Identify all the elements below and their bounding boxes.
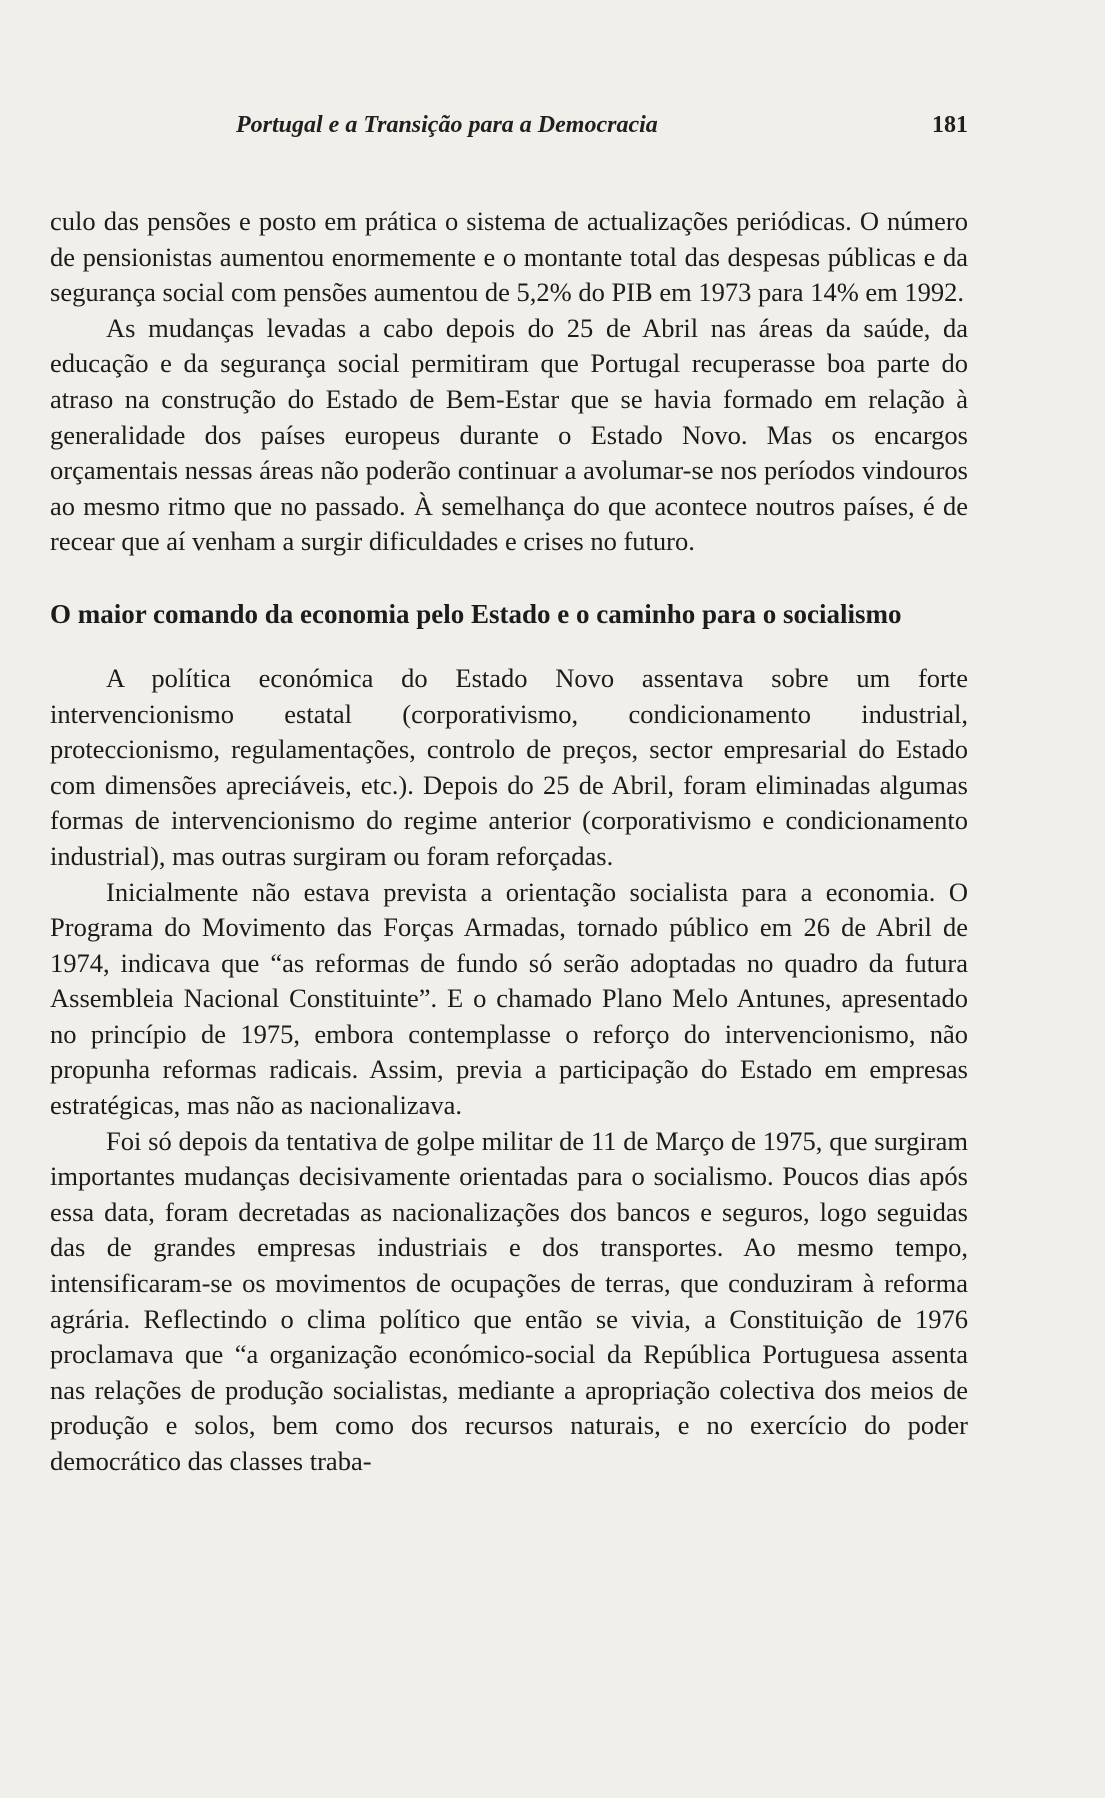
paragraph: culo das pensões e posto em prática o sistema de actualizações periódicas. O número de pensionistas aumentou enormemente e o montante total das despesas públicas e da segurança social com pensões aumentou de 5,2% do PIB em 1973 para 14% em 1992. (50, 206, 968, 308)
body-text (50, 204, 968, 1480)
paragraph: As mudanças levadas a cabo depois do 25 de Abril nas áreas da saúde, da educação e da segurança social permitiram que Portugal recuperasse boa parte do atraso na construção do Estado de Bem-Estar que se havia formado em relação à generalidade dos países europeus durante o Estado Novo. Mas os encargos orçamentais nessas áreas não poderão continuar a avolumar-se nos períodos vindouros ao mesmo ritmo que no passado. À semelhança do que acontece noutros países, é de recear que aí venham a surgir dificuldades e crises no futuro. (50, 312, 968, 557)
page-number: 181 (932, 112, 968, 138)
running-title: Portugal e a Transição para a Democracia (236, 112, 658, 138)
section-heading: O maior comando da economia pelo Estado e o caminho para o socialismo (50, 598, 902, 629)
paragraph: Inicialmente não estava prevista a orientação socialista para a economia. O Programa do Movimento das Forças Armadas, tornado público em 26 de Abril de 1974, indicava que “as reformas de fundo só serão adoptadas no quadro da futura Assembleia Nacional Constituinte”. E o chamado Plano Melo Antunes, apresentado no princípio de 1975, embora contemplasse o reforço do intervencionismo, não propunha reformas radicais. Assim, previa a participação do Estado em empresas estratégicas, mas não as nacionalizava. (50, 876, 968, 1121)
paragraph: Foi só depois da tentativa de golpe militar de 11 de Março de 1975, que surgiram importantes mudanças decisivamente orientadas para o socialismo. Poucos dias após essa data, foram decretadas as nacionalizações dos bancos e seguros, logo seguidas das de grandes empresas industriais e dos transportes. Ao mesmo tempo, intensificaram-se os movimentos de ocupações de terras, que conduziram à reforma agrária. Reflectindo o clima político que então se vivia, a Constituição de 1976 proclamava que “a organização económico-social da República Portuguesa assenta nas relações de produção socialistas, mediante a apropriação colectiva dos meios de produção e solos, bem como dos recursos naturais, e no exercício do poder democrático das classes traba- (50, 1125, 968, 1476)
paragraph: A política económica do Estado Novo assentava sobre um forte intervencionismo estatal (corporativismo, condicionamento industrial, proteccionismo, regulamentações, controlo de preços, sector empresarial do Estado com dimensões apreciáveis, etc.). Depois do 25 de Abril, foram eliminadas algumas formas de intervencionismo do regime anterior (corporativismo e condicionamento industrial), mas outras surgiram ou foram reforçadas. (50, 662, 968, 871)
